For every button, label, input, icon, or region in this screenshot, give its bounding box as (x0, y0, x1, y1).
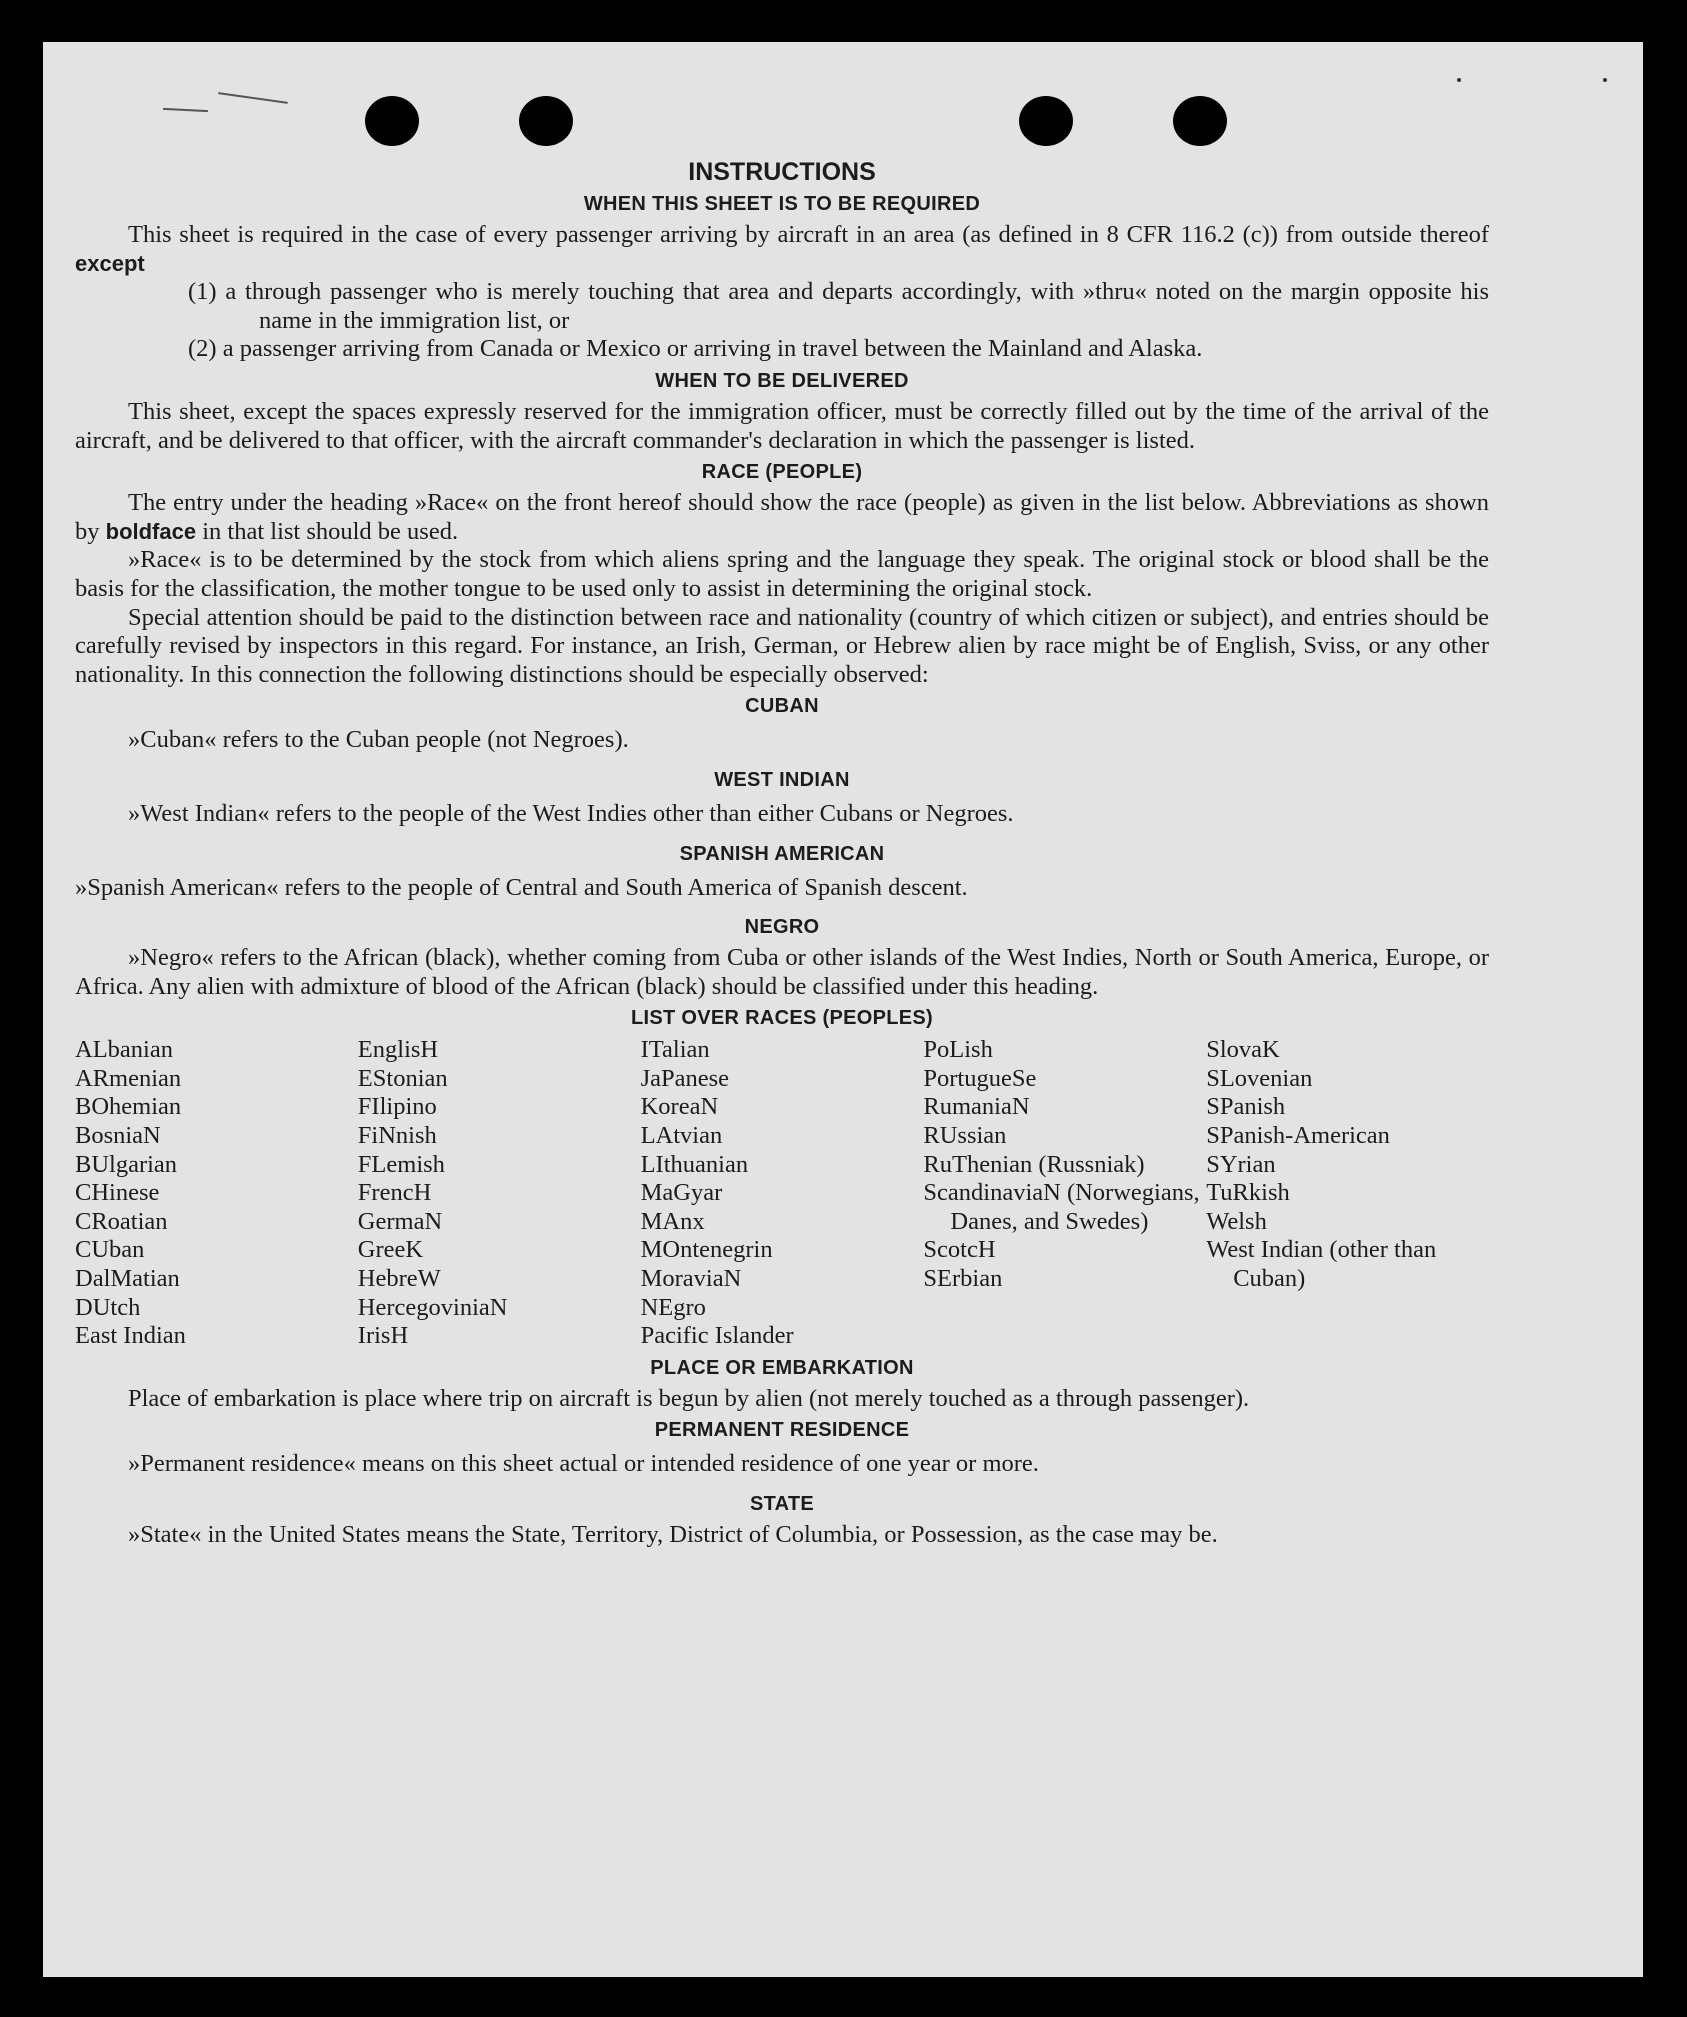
paragraph: »State« in the United States means the State, Territory, District of Columbia, or Possession, as the case may be. (128, 1521, 1218, 1548)
list-item: (1) a through passenger who is merely touching that area and departs accordingly, with »thru« noted on the margin opposite his name in the immigration list, or (188, 278, 1489, 334)
race-entry: FiNnish (357, 1122, 437, 1150)
race-entry: LAtvian (640, 1122, 723, 1150)
speck (1603, 78, 1607, 82)
punch-hole (1173, 96, 1227, 146)
race-entry: ITalian (640, 1036, 710, 1064)
section-heading: CUBAN (745, 695, 819, 718)
list-item: (2) a passenger arriving from Canada or Mexico or arriving in travel between the Mainland and Alaska. (188, 335, 1203, 363)
race-entry: MaGyar (640, 1179, 723, 1207)
required-intro: This sheet is required in the case of every passenger arriving by aircraft in an area (as defined in 8 CFR 116.2 (c)) from outside thereof except (75, 221, 1489, 276)
race-entry: SYrian (1206, 1150, 1276, 1178)
speck (1457, 78, 1461, 82)
section-heading: STATE (749, 1493, 815, 1515)
paragraph: »West Indian« refers to the people of the West Indies other than either Cubans or Negroes. (128, 799, 1014, 827)
exception-list (75, 278, 1489, 364)
race-column (641, 1036, 924, 1351)
race-entry: RuThenian (Russniak) (923, 1150, 1145, 1178)
race-entry: BUlgarian (75, 1150, 178, 1178)
scratch-mark (218, 92, 288, 104)
section-heading: SPANISH AMERICAN (679, 842, 885, 865)
race-list (75, 1036, 1489, 1351)
paragraph: The entry under the heading »Race« on the front hereof should show the race (people) as given in the list below. Abbreviations as shown by boldface in that list should be used. (75, 489, 1489, 545)
race-entry: DUtch (75, 1293, 141, 1321)
race-entry: CRoatian (75, 1207, 168, 1235)
section-heading: WHEN THIS SHEET IS TO BE REQUIRED (583, 193, 981, 215)
race-entry: HebreW (357, 1265, 441, 1293)
race-entry: West Indian (other than Cuban) (1206, 1236, 1437, 1293)
race-entry: MAnx (640, 1207, 705, 1235)
section-heading: PERMANENT RESIDENCE (654, 1419, 910, 1442)
race-entry: GreeK (357, 1236, 424, 1264)
instructions-content (75, 158, 1489, 1550)
section-heading: NEGRO (744, 916, 820, 939)
race-entry: EStonian (357, 1064, 448, 1092)
race-entry: EnglisH (357, 1036, 439, 1064)
race-column (358, 1036, 641, 1351)
paragraph: Place of embarkation is place where trip on aircraft is begun by alien (not merely touched as a through passenger). (128, 1384, 1250, 1412)
race-column (923, 1036, 1206, 1351)
race-entry: JaPanese (640, 1064, 730, 1092)
race-entry: IrisH (357, 1322, 409, 1350)
paragraph: »Spanish American« refers to the people of Central and South America of Spanish descent. (75, 873, 968, 901)
race-entry: PoLish (923, 1036, 993, 1064)
race-entry: East Indian (75, 1322, 186, 1350)
race-entry: NEgro (640, 1293, 706, 1321)
race-entry: DalMatian (75, 1265, 180, 1293)
document-page (43, 42, 1643, 1977)
race-entry: PortugueSe (923, 1064, 1037, 1092)
race-entry: ALbanian (75, 1036, 173, 1064)
punch-hole (519, 96, 573, 146)
race-column (1206, 1036, 1489, 1351)
paragraph: »Negro« refers to the African (black), whether coming from Cuba or other islands of the West Indies, North or South America, Europe, or Africa. Any alien with admixture of blood of the African (black) should be classified under this heading. (75, 944, 1489, 1000)
race-entry: FLemish (357, 1150, 445, 1178)
paragraph: »Cuban« refers to the Cuban people (not Negroes). (128, 726, 629, 754)
section-heading: WEST INDIAN (714, 768, 850, 791)
race-entry: ScotcH (923, 1236, 996, 1264)
race-entry: SPanish (1206, 1093, 1286, 1121)
race-entry: RumaniaN (923, 1093, 1030, 1121)
section-heading: PLACE OR EMBARKATION (650, 1356, 914, 1379)
race-entry: SErbian (923, 1265, 1003, 1293)
race-entry: MoraviaN (640, 1265, 742, 1293)
race-entry: LIthuanian (640, 1150, 749, 1178)
race-entry: Welsh (1206, 1207, 1267, 1235)
race-entry: CHinese (75, 1179, 160, 1207)
paragraph: »Race« is to be determined by the stock from which aliens spring and the language they speak. The original stock or blood shall be the basis for the classification, the mother tongue to be used only to assist in determining the original stock. (75, 546, 1489, 602)
race-entry: MOntenegrin (640, 1236, 773, 1264)
section-heading: RACE (PEOPLE) (701, 461, 863, 484)
section-heading: WHEN TO BE DELIVERED (655, 369, 909, 392)
punch-hole (1019, 96, 1073, 146)
scratch-mark (163, 108, 208, 112)
race-entry: BOhemian (75, 1093, 182, 1121)
race-entry: GermaN (357, 1207, 443, 1235)
race-entry: ARmenian (75, 1064, 182, 1092)
race-entry: SlovaK (1206, 1036, 1280, 1064)
race-entry: BosniaN (75, 1122, 161, 1150)
race-entry: FrencH (357, 1179, 432, 1207)
race-entry: FIlipino (357, 1093, 437, 1121)
paragraph: Special attention should be paid to the distinction between race and nationality (country of which citizen or subject), and entries should be carefully revised by inspectors in this regard. For instance, an Irish, German, or Hebrew alien by race might be of English, Sviss, or any other nationality. In this connection the following distinctions should be especially observed: (75, 603, 1489, 688)
race-entry: ScandinaviaN (Norwegians, Danes, and Swedes) (923, 1179, 1200, 1235)
race-entry: Pacific Islander (640, 1322, 794, 1350)
section-heading: LIST OVER RACES (PEOPLES) (631, 1007, 933, 1030)
race-entry: SLovenian (1206, 1064, 1313, 1092)
paragraph: »Permanent residence« means on this sheet actual or intended residence of one year or more. (128, 1450, 1039, 1478)
race-entry: TuRkish (1206, 1179, 1290, 1207)
race-entry: KoreaN (640, 1093, 719, 1121)
race-entry: SPanish-American (1206, 1122, 1390, 1150)
race-entry: HercegoviniaN (357, 1293, 508, 1321)
race-entry: RUssian (923, 1122, 1007, 1150)
race-column (75, 1036, 358, 1351)
punch-hole (365, 96, 419, 146)
race-entry: CUban (75, 1236, 145, 1264)
paragraph: This sheet, except the spaces expressly reserved for the immigration officer, must be correctly filled out by the time of the arrival of the aircraft, and be delivered to that officer, with the aircraft commander's declaration in which the passenger is listed. (75, 397, 1489, 454)
page-title: INSTRUCTIONS (688, 158, 876, 186)
